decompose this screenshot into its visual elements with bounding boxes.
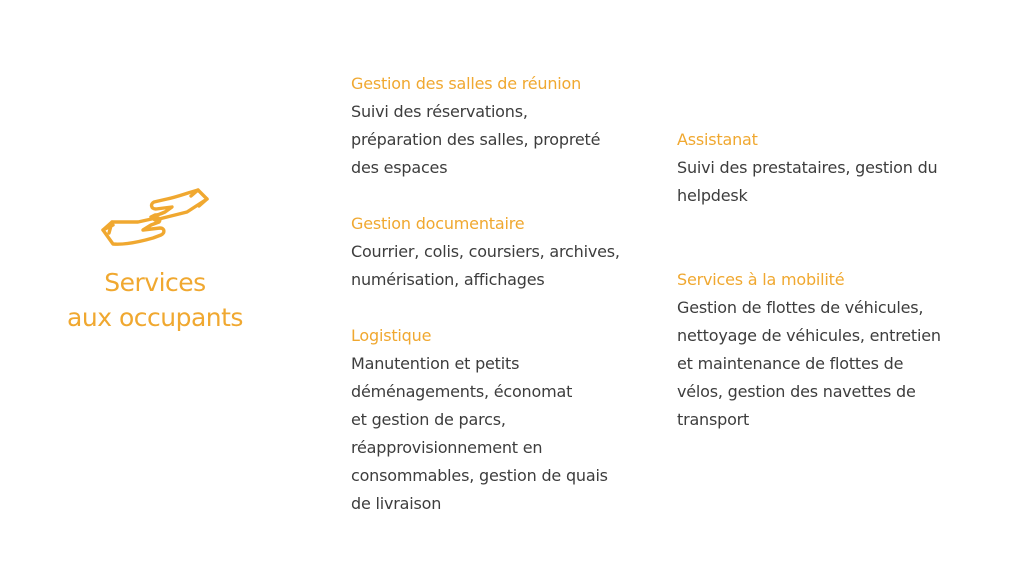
- service-description: Manutention et petits déménagements, économat et gestion de parcs, réapprovisionnement en consommables, gestion de quais de livraison: [351, 354, 608, 513]
- section-title-line-2: aux occupants: [67, 303, 243, 332]
- service-description: Gestion de flottes de véhicules, nettoyage de véhicules, entretien et maintenance de flottes de vélos, gestion des navettes de transport: [677, 298, 941, 429]
- section-title: [40, 265, 270, 335]
- service-heading: Gestion des salles de réunion: [351, 74, 582, 93]
- service-meeting-rooms: [351, 70, 641, 182]
- section-title-line-1: Services: [104, 268, 206, 297]
- services-column-1: [351, 70, 641, 518]
- services-column-2: [677, 126, 967, 434]
- service-description: Suivi des prestataires, gestion du helpdesk: [677, 158, 938, 205]
- service-heading: Assistanat: [677, 130, 758, 149]
- service-heading: Services à la mobilité: [677, 270, 845, 289]
- service-description: Courrier, colis, coursiers, archives, numérisation, affichages: [351, 242, 620, 289]
- service-logistics: [351, 322, 641, 518]
- service-heading: Gestion documentaire: [351, 214, 525, 233]
- service-mobility: [677, 266, 967, 434]
- service-assistance: [677, 126, 967, 210]
- service-heading: Logistique: [351, 326, 432, 345]
- hands-giving-icon: [95, 185, 215, 249]
- service-document-management: [351, 210, 641, 294]
- section-header: [40, 185, 270, 335]
- service-description: Suivi des réservations, préparation des salles, propreté des espaces: [351, 102, 601, 177]
